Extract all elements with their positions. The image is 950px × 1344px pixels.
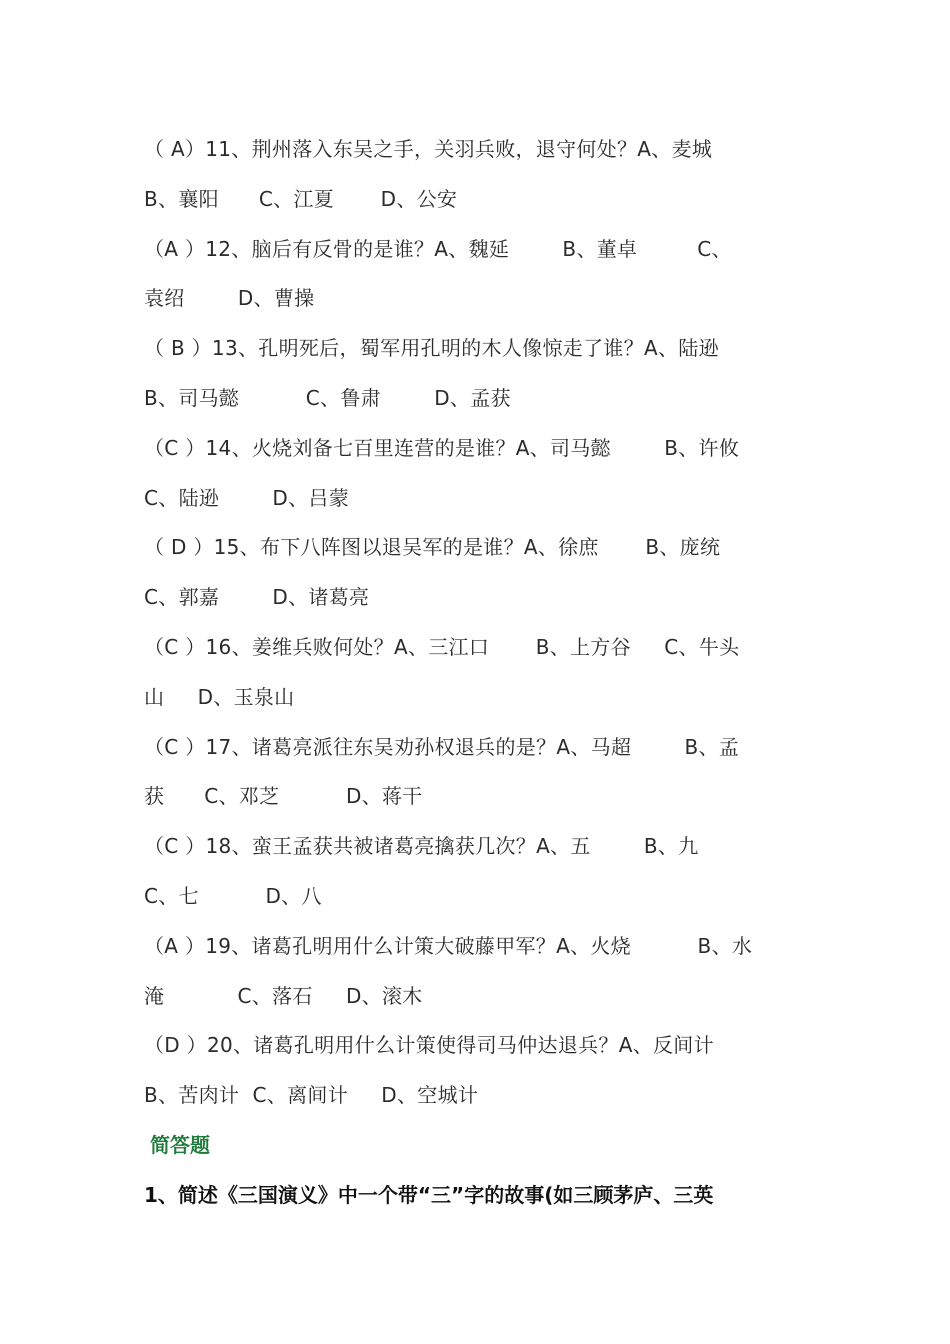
question-12-line-2: 袁绍 D、曹操 (144, 286, 315, 310)
question-15-line-2: C、郭嘉 D、诸葛亮 (144, 585, 370, 609)
question-14-line-1: （C ）14、火烧刘备七百里连营的是谁？A、司马懿 B、许攸 (144, 436, 740, 460)
question-17-line-1: （C ）17、诸葛亮派往东吴劝孙权退兵的是？A、马超 B、孟 (144, 735, 740, 759)
question-11-line-2: B、襄阳 C、江夏 D、公安 (144, 187, 458, 211)
question-12-line-1: （A ）12、脑后有反骨的是谁？A、魏延 B、董卓 C、 (144, 237, 732, 261)
question-14-line-2: C、陆逊 D、吕蒙 (144, 486, 350, 510)
question-18-line-1: （C ）18、蛮王孟获共被诸葛亮擒获几次？A、五 B、九 (144, 834, 699, 858)
question-20-line-2: B、苦肉计 C、离间计 D、空城计 (144, 1083, 479, 1107)
question-16-line-1: （C ）16、姜维兵败何处？A、三江口 B、上方谷 C、牛头 (144, 635, 740, 659)
question-13-line-1: （ B ）13、孔明死后，蜀军用孔明的木人像惊走了谁？A、陆逊 (144, 336, 719, 360)
question-20-line-1: （D ）20、诸葛孔明用什么计策使得司马仲达退兵？A、反间计 (144, 1033, 714, 1057)
question-11-line-1: （ A）11、荆州落入东吴之手，关羽兵败，退守何处？A、麦城 (144, 137, 713, 161)
section-heading: 简答题 (150, 1133, 210, 1157)
question-18-line-2: C、七 D、八 (144, 884, 322, 908)
question-17-line-2: 获 C、邓芝 D、蒋干 (144, 784, 423, 808)
question-19-line-2: 淹 C、落石 D、滚木 (144, 984, 423, 1008)
question-19-line-1: （A ）19、诸葛孔明用什么计策大破藤甲军？A、火烧 B、水 (144, 934, 753, 958)
short-answer-question-1: 1、简述《三国演义》中一个带“三”字的故事(如三顾茅庐、三英 (144, 1183, 714, 1207)
question-13-line-2: B、司马懿 C、鲁肃 D、孟获 (144, 386, 511, 410)
question-15-line-1: （ D ）15、布下八阵图以退吴军的是谁？A、徐庶 B、庞统 (144, 535, 721, 559)
question-16-line-2: 山 D、玉泉山 (144, 685, 295, 709)
